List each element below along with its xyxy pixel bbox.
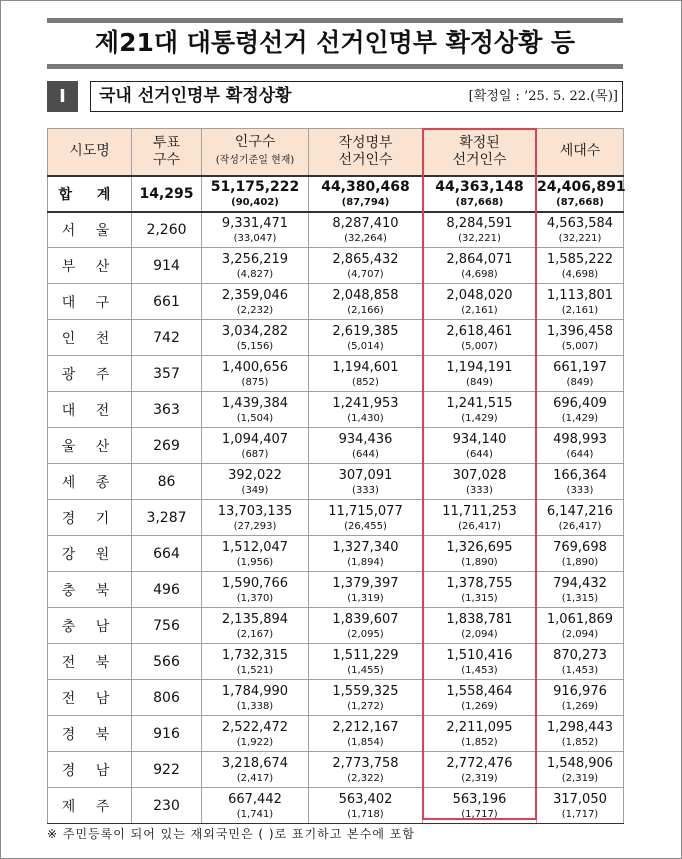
section-number-badge: Ⅰ xyxy=(47,81,78,112)
population-cell xyxy=(202,608,309,644)
households-cell-value: 498,993 xyxy=(553,431,607,447)
population-cell-value: 1,512,047 xyxy=(221,539,289,555)
header-population: 인구수 (작성기준일 현재) xyxy=(202,129,309,176)
table-row xyxy=(48,644,624,680)
households-cell-value: 166,364 xyxy=(553,467,607,483)
registered-voters-cell-value: 1,194,601 xyxy=(332,359,399,375)
confirmed-voters-cell-overseas-value: (87,668) xyxy=(455,196,504,208)
population-cell xyxy=(202,284,309,320)
registered-voters-cell xyxy=(309,248,423,284)
households-cell-overseas-value: (644) xyxy=(566,448,594,460)
confirmed-voters-cell-overseas-value: (2,094) xyxy=(461,628,498,640)
region-cell: 충 남 xyxy=(48,608,132,644)
registered-voters-cell xyxy=(309,680,423,716)
table-row xyxy=(48,392,624,428)
registered-voters-cell-value: 1,327,340 xyxy=(332,539,399,555)
population-cell-overseas-value: (875) xyxy=(241,376,269,388)
confirmed-voters-cell xyxy=(423,212,537,248)
households-cell-overseas-value: (5,007) xyxy=(561,340,599,352)
registered-voters-cell-value: 8,287,410 xyxy=(332,215,399,231)
households-cell-overseas-value: (1,269) xyxy=(561,700,599,712)
table-row xyxy=(48,356,624,392)
population-cell-overseas-value: (1,521) xyxy=(236,664,274,676)
households-cell-overseas-value: (26,417) xyxy=(558,520,602,532)
population-cell-value: 1,400,656 xyxy=(221,359,289,375)
population-cell-value: 392,022 xyxy=(228,467,282,483)
region-cell: 부 산 xyxy=(48,248,132,284)
region-cell: 서 울 xyxy=(48,212,132,248)
confirmed-voters-cell xyxy=(423,464,537,500)
table-total-row xyxy=(48,176,624,212)
table-row xyxy=(48,464,624,500)
population-cell xyxy=(202,716,309,752)
households-cell xyxy=(537,284,624,320)
voting-districts-cell: 2,260 xyxy=(132,212,202,248)
page-title: 제21대 대통령선거 선거인명부 확정상황 등 xyxy=(94,28,576,57)
population-cell xyxy=(202,788,309,824)
confirmed-voters-cell-value: 1,194,191 xyxy=(446,359,513,375)
population-cell-overseas-value: (33,047) xyxy=(233,232,277,244)
population-cell xyxy=(202,356,309,392)
households-cell xyxy=(537,500,624,536)
registered-voters-cell xyxy=(309,176,423,212)
confirmed-voters-cell xyxy=(423,608,537,644)
registered-voters-cell-overseas-value: (87,794) xyxy=(341,196,390,208)
region-cell: 경 북 xyxy=(48,716,132,752)
population-cell-overseas-value: (687) xyxy=(241,448,269,460)
region-cell: 경 남 xyxy=(48,752,132,788)
confirmed-voters-cell xyxy=(423,500,537,536)
confirmed-voters-cell-overseas-value: (26,417) xyxy=(458,520,501,532)
registered-voters-cell xyxy=(309,536,423,572)
confirmed-voters-cell-value: 307,028 xyxy=(452,467,507,483)
households-cell xyxy=(537,680,624,716)
registered-voters-cell-overseas-value: (1,272) xyxy=(347,700,384,712)
confirmed-voters-cell-overseas-value: (644) xyxy=(466,448,493,460)
households-cell-overseas-value: (4,698) xyxy=(561,268,599,280)
registered-voters-cell xyxy=(309,644,423,680)
confirmed-voters-cell-overseas-value: (1,315) xyxy=(461,592,498,604)
households-cell-overseas-value: (1,453) xyxy=(561,664,599,676)
region-cell: 제 주 xyxy=(48,788,132,824)
households-cell-value: 1,396,458 xyxy=(546,323,614,339)
population-cell xyxy=(202,428,309,464)
households-cell-value: 661,197 xyxy=(553,359,607,375)
voting-districts-cell: 806 xyxy=(132,680,202,716)
confirmed-voters-cell-value: 2,772,476 xyxy=(446,755,513,771)
registered-voters-cell-value: 2,619,385 xyxy=(332,323,399,339)
households-cell-overseas-value: (1,315) xyxy=(561,592,599,604)
households-cell-overseas-value: (2,161) xyxy=(561,304,599,316)
voting-districts-cell: 496 xyxy=(132,572,202,608)
table-row xyxy=(48,284,624,320)
population-cell-value: 1,784,990 xyxy=(221,683,289,699)
confirmed-voters-cell-value: 934,140 xyxy=(452,431,507,447)
registered-voters-cell-value: 1,379,397 xyxy=(332,575,399,591)
confirmed-voters-cell-overseas-value: (2,161) xyxy=(461,304,498,316)
title-rule-top xyxy=(47,18,623,23)
confirmed-voters-cell-overseas-value: (5,007) xyxy=(461,340,498,352)
confirmed-voters-cell-value: 8,284,591 xyxy=(446,215,513,231)
population-cell-value: 1,590,766 xyxy=(221,575,289,591)
voting-districts-cell: 363 xyxy=(132,392,202,428)
population-cell xyxy=(202,752,309,788)
population-cell-value: 2,359,046 xyxy=(221,287,289,303)
households-cell xyxy=(537,464,624,500)
voting-districts-cell: 3,287 xyxy=(132,500,202,536)
registered-voters-cell-value: 1,241,953 xyxy=(332,395,399,411)
households-cell xyxy=(537,788,624,824)
voting-districts-cell: 269 xyxy=(132,428,202,464)
population-cell-overseas-value: (1,741) xyxy=(236,808,274,820)
households-cell-value: 769,698 xyxy=(553,539,607,555)
households-cell-value: 6,147,216 xyxy=(546,503,614,519)
registered-voters-cell-value: 2,212,167 xyxy=(332,719,399,735)
confirmed-voters-cell-value: 44,363,148 xyxy=(435,178,524,195)
population-cell-overseas-value: (5,156) xyxy=(236,340,274,352)
population-cell-value: 3,256,219 xyxy=(221,251,289,267)
section-header xyxy=(47,81,623,113)
table-row xyxy=(48,680,624,716)
voting-districts-cell: 664 xyxy=(132,536,202,572)
households-cell-overseas-value: (1,890) xyxy=(561,556,599,568)
table-row xyxy=(48,788,624,824)
households-cell-overseas-value: (1,429) xyxy=(561,412,599,424)
households-cell xyxy=(537,536,624,572)
voting-districts-cell: 661 xyxy=(132,284,202,320)
population-cell xyxy=(202,320,309,356)
households-cell xyxy=(537,644,624,680)
voting-districts-cell: 357 xyxy=(132,356,202,392)
registered-voters-cell xyxy=(309,752,423,788)
registered-voters-cell-value: 1,839,607 xyxy=(332,611,399,627)
confirmed-voters-cell-overseas-value: (2,319) xyxy=(461,772,498,784)
population-cell xyxy=(202,644,309,680)
population-cell-value: 2,135,894 xyxy=(221,611,289,627)
voting-districts-cell: 566 xyxy=(132,644,202,680)
table-row xyxy=(48,248,624,284)
population-cell xyxy=(202,392,309,428)
region-cell: 강 원 xyxy=(48,536,132,572)
registered-voters-cell-value: 934,436 xyxy=(338,431,393,447)
households-cell-value: 794,432 xyxy=(553,575,607,591)
table-row xyxy=(48,500,624,536)
registered-voters-cell-value: 2,048,858 xyxy=(332,287,399,303)
table-row xyxy=(48,428,624,464)
population-cell-overseas-value: (1,956) xyxy=(236,556,274,568)
population-cell-overseas-value: (2,417) xyxy=(236,772,274,784)
households-cell-overseas-value: (1,852) xyxy=(561,736,599,748)
population-cell-value: 1,439,384 xyxy=(221,395,289,411)
registered-voters-cell-overseas-value: (2,166) xyxy=(347,304,384,316)
registered-voters-cell-overseas-value: (852) xyxy=(352,376,379,388)
confirmed-voters-cell-value: 2,211,095 xyxy=(446,719,513,735)
population-cell xyxy=(202,536,309,572)
registered-voters-cell-value: 2,865,432 xyxy=(332,251,399,267)
population-cell-overseas-value: (1,338) xyxy=(236,700,274,712)
population-cell-overseas-value: (1,922) xyxy=(236,736,274,748)
households-cell-overseas-value: (32,221) xyxy=(558,232,602,244)
households-cell xyxy=(537,428,624,464)
confirmed-voters-cell-value: 1,558,464 xyxy=(446,683,513,699)
population-cell xyxy=(202,248,309,284)
households-cell xyxy=(537,392,624,428)
registered-voters-cell-value: 307,091 xyxy=(338,467,393,483)
confirmed-voters-cell-overseas-value: (1,429) xyxy=(461,412,498,424)
confirmed-voters-cell-overseas-value: (32,221) xyxy=(458,232,501,244)
households-cell-value: 1,113,801 xyxy=(546,287,614,303)
population-cell-overseas-value: (1,504) xyxy=(236,412,274,424)
confirmed-voters-cell-overseas-value: (1,890) xyxy=(461,556,498,568)
households-cell xyxy=(537,572,624,608)
voting-districts-cell: 742 xyxy=(132,320,202,356)
header-region: 시도명 xyxy=(48,129,132,176)
population-cell-value: 51,175,222 xyxy=(210,178,300,195)
households-cell-overseas-value: (2,319) xyxy=(561,772,599,784)
confirmed-voters-cell xyxy=(423,356,537,392)
households-cell xyxy=(537,320,624,356)
registered-voters-cell-value: 563,402 xyxy=(338,791,393,807)
population-cell-overseas-value: (90,402) xyxy=(231,196,279,208)
registered-voters-cell-overseas-value: (32,264) xyxy=(344,232,387,244)
households-cell xyxy=(537,752,624,788)
table-row xyxy=(48,536,624,572)
households-cell-value: 317,050 xyxy=(553,791,607,807)
registered-voters-cell-overseas-value: (2,322) xyxy=(347,772,384,784)
region-cell: 대 구 xyxy=(48,284,132,320)
households-cell xyxy=(537,356,624,392)
registered-voters-cell xyxy=(309,572,423,608)
section-title-box xyxy=(90,81,623,112)
registered-voters-cell-overseas-value: (1,894) xyxy=(347,556,384,568)
population-cell-value: 9,331,471 xyxy=(221,215,289,231)
table-row xyxy=(48,608,624,644)
registered-voters-cell-overseas-value: (1,854) xyxy=(347,736,384,748)
households-cell-overseas-value: (333) xyxy=(566,484,594,496)
registered-voters-cell-overseas-value: (26,455) xyxy=(344,520,387,532)
voter-registry-table xyxy=(47,128,624,824)
registered-voters-cell xyxy=(309,212,423,248)
voting-districts-cell: 922 xyxy=(132,752,202,788)
registered-voters-cell-value: 1,559,325 xyxy=(332,683,399,699)
households-cell-value: 1,548,906 xyxy=(546,755,614,771)
table-header-row xyxy=(48,129,624,176)
confirmed-voters-cell-value: 2,618,461 xyxy=(446,323,513,339)
households-cell-value: 1,585,222 xyxy=(546,251,614,267)
registered-voters-cell-overseas-value: (5,014) xyxy=(347,340,384,352)
table-row xyxy=(48,716,624,752)
registered-voters-cell-overseas-value: (1,455) xyxy=(347,664,384,676)
voting-districts-cell: 230 xyxy=(132,788,202,824)
confirmed-voters-cell-overseas-value: (849) xyxy=(466,376,493,388)
confirmed-voters-cell xyxy=(423,752,537,788)
confirmed-voters-cell xyxy=(423,428,537,464)
confirmed-voters-cell xyxy=(423,716,537,752)
population-cell-value: 667,442 xyxy=(228,791,282,807)
registered-voters-cell-overseas-value: (644) xyxy=(352,448,379,460)
confirmed-voters-cell xyxy=(423,644,537,680)
voting-districts-cell: 914 xyxy=(132,248,202,284)
region-cell: 전 북 xyxy=(48,644,132,680)
households-cell-overseas-value: (1,717) xyxy=(561,808,599,820)
households-cell xyxy=(537,248,624,284)
footnote: ※ 주민등록이 되어 있는 재외국민은 ( )로 표기하고 본수에 포함 xyxy=(47,827,415,841)
population-cell-value: 13,703,135 xyxy=(217,503,293,519)
header-confirmed-voters: 확정된 선거인수 xyxy=(423,129,537,176)
households-cell-overseas-value: (87,668) xyxy=(556,196,604,208)
confirmed-voters-cell-value: 1,510,416 xyxy=(446,647,513,663)
confirmed-voters-cell-overseas-value: (1,453) xyxy=(461,664,498,676)
households-cell-value: 916,976 xyxy=(553,683,607,699)
confirmed-voters-cell xyxy=(423,320,537,356)
confirmed-voters-cell-value: 563,196 xyxy=(452,791,507,807)
registered-voters-cell-value: 44,380,468 xyxy=(321,178,410,195)
confirmed-voters-cell-overseas-value: (333) xyxy=(466,484,493,496)
households-cell-overseas-value: (849) xyxy=(566,376,594,388)
households-cell xyxy=(537,212,624,248)
registered-voters-cell-overseas-value: (333) xyxy=(352,484,379,496)
voting-districts-cell: 14,295 xyxy=(132,176,202,212)
header-registered-voters: 작성명부 선거인수 xyxy=(309,129,423,176)
confirmed-voters-cell-overseas-value: (1,852) xyxy=(461,736,498,748)
confirmed-voters-cell xyxy=(423,536,537,572)
confirmed-voters-cell xyxy=(423,572,537,608)
confirmation-date: [확정일 : ’25. 5. 22.(목)] xyxy=(468,89,618,104)
registered-voters-cell xyxy=(309,284,423,320)
registered-voters-cell xyxy=(309,608,423,644)
voting-districts-cell: 756 xyxy=(132,608,202,644)
title-rule-bottom xyxy=(47,64,623,69)
registered-voters-cell-overseas-value: (2,095) xyxy=(347,628,384,640)
confirmed-voters-cell xyxy=(423,248,537,284)
population-cell-overseas-value: (4,827) xyxy=(236,268,274,280)
header-households: 세대수 xyxy=(537,129,624,176)
table-row xyxy=(48,212,624,248)
population-cell-overseas-value: (2,167) xyxy=(236,628,274,640)
region-cell: 전 남 xyxy=(48,680,132,716)
region-cell: 세 종 xyxy=(48,464,132,500)
table-row xyxy=(48,752,624,788)
population-cell-overseas-value: (27,293) xyxy=(233,520,277,532)
confirmed-voters-cell-value: 1,241,515 xyxy=(446,395,513,411)
registered-voters-cell-overseas-value: (1,718) xyxy=(347,808,384,820)
households-cell-overseas-value: (2,094) xyxy=(561,628,599,640)
registered-voters-cell xyxy=(309,356,423,392)
households-cell-value: 1,298,443 xyxy=(546,719,614,735)
households-cell-value: 1,061,869 xyxy=(546,611,614,627)
population-cell-value: 1,094,407 xyxy=(221,431,289,447)
households-cell-value: 696,409 xyxy=(553,395,607,411)
households-cell-value: 870,273 xyxy=(553,647,607,663)
region-cell: 충 북 xyxy=(48,572,132,608)
table-row xyxy=(48,572,624,608)
section-title: 국내 선거인명부 확정상황 xyxy=(99,86,292,106)
table-row xyxy=(48,320,624,356)
households-cell xyxy=(537,716,624,752)
region-cell: 광 주 xyxy=(48,356,132,392)
registered-voters-cell-value: 1,511,229 xyxy=(332,647,399,663)
confirmed-voters-cell-value: 11,711,253 xyxy=(442,503,517,519)
registered-voters-cell xyxy=(309,428,423,464)
registered-voters-cell xyxy=(309,716,423,752)
confirmed-voters-cell-value: 1,326,695 xyxy=(446,539,513,555)
registered-voters-cell-value: 2,773,758 xyxy=(332,755,399,771)
confirmed-voters-cell-value: 1,838,781 xyxy=(446,611,513,627)
confirmed-voters-cell xyxy=(423,680,537,716)
confirmed-voters-cell-value: 1,378,755 xyxy=(446,575,513,591)
registered-voters-cell xyxy=(309,500,423,536)
registered-voters-cell xyxy=(309,464,423,500)
population-cell-overseas-value: (1,370) xyxy=(236,592,274,604)
confirmed-voters-cell xyxy=(423,392,537,428)
population-cell-overseas-value: (349) xyxy=(241,484,269,496)
population-cell xyxy=(202,464,309,500)
confirmed-voters-cell-overseas-value: (1,717) xyxy=(461,808,498,820)
confirmed-voters-cell-value: 2,048,020 xyxy=(446,287,513,303)
households-cell-value: 4,563,584 xyxy=(546,215,614,231)
population-cell xyxy=(202,212,309,248)
population-cell-value: 3,218,674 xyxy=(221,755,289,771)
population-cell xyxy=(202,500,309,536)
households-cell xyxy=(537,608,624,644)
confirmed-voters-cell xyxy=(423,788,537,824)
registered-voters-cell xyxy=(309,788,423,824)
registered-voters-cell xyxy=(309,320,423,356)
confirmed-voters-cell xyxy=(423,176,537,212)
population-cell-value: 1,732,315 xyxy=(221,647,289,663)
confirmed-voters-cell xyxy=(423,284,537,320)
population-cell-overseas-value: (2,232) xyxy=(236,304,274,316)
registered-voters-cell xyxy=(309,392,423,428)
region-cell: 울 산 xyxy=(48,428,132,464)
region-cell: 합 계 xyxy=(48,176,132,212)
registered-voters-cell-overseas-value: (4,707) xyxy=(347,268,384,280)
voting-districts-cell: 916 xyxy=(132,716,202,752)
region-cell: 인 천 xyxy=(48,320,132,356)
households-cell xyxy=(537,176,624,212)
population-cell xyxy=(202,176,309,212)
households-cell-value: 24,406,891 xyxy=(537,178,626,195)
voting-districts-cell: 86 xyxy=(132,464,202,500)
registered-voters-cell-overseas-value: (1,430) xyxy=(347,412,384,424)
header-voting-districts: 투표 구수 xyxy=(132,129,202,176)
confirmed-voters-cell-overseas-value: (4,698) xyxy=(461,268,498,280)
registered-voters-cell-value: 11,715,077 xyxy=(328,503,403,519)
registered-voters-cell-overseas-value: (1,319) xyxy=(347,592,384,604)
region-cell: 경 기 xyxy=(48,500,132,536)
confirmed-voters-cell-value: 2,864,071 xyxy=(446,251,513,267)
confirmed-voters-cell-overseas-value: (1,269) xyxy=(461,700,498,712)
population-cell-value: 2,522,472 xyxy=(221,719,289,735)
population-cell xyxy=(202,680,309,716)
region-cell: 대 전 xyxy=(48,392,132,428)
population-cell xyxy=(202,572,309,608)
population-cell-value: 3,034,282 xyxy=(221,323,289,339)
